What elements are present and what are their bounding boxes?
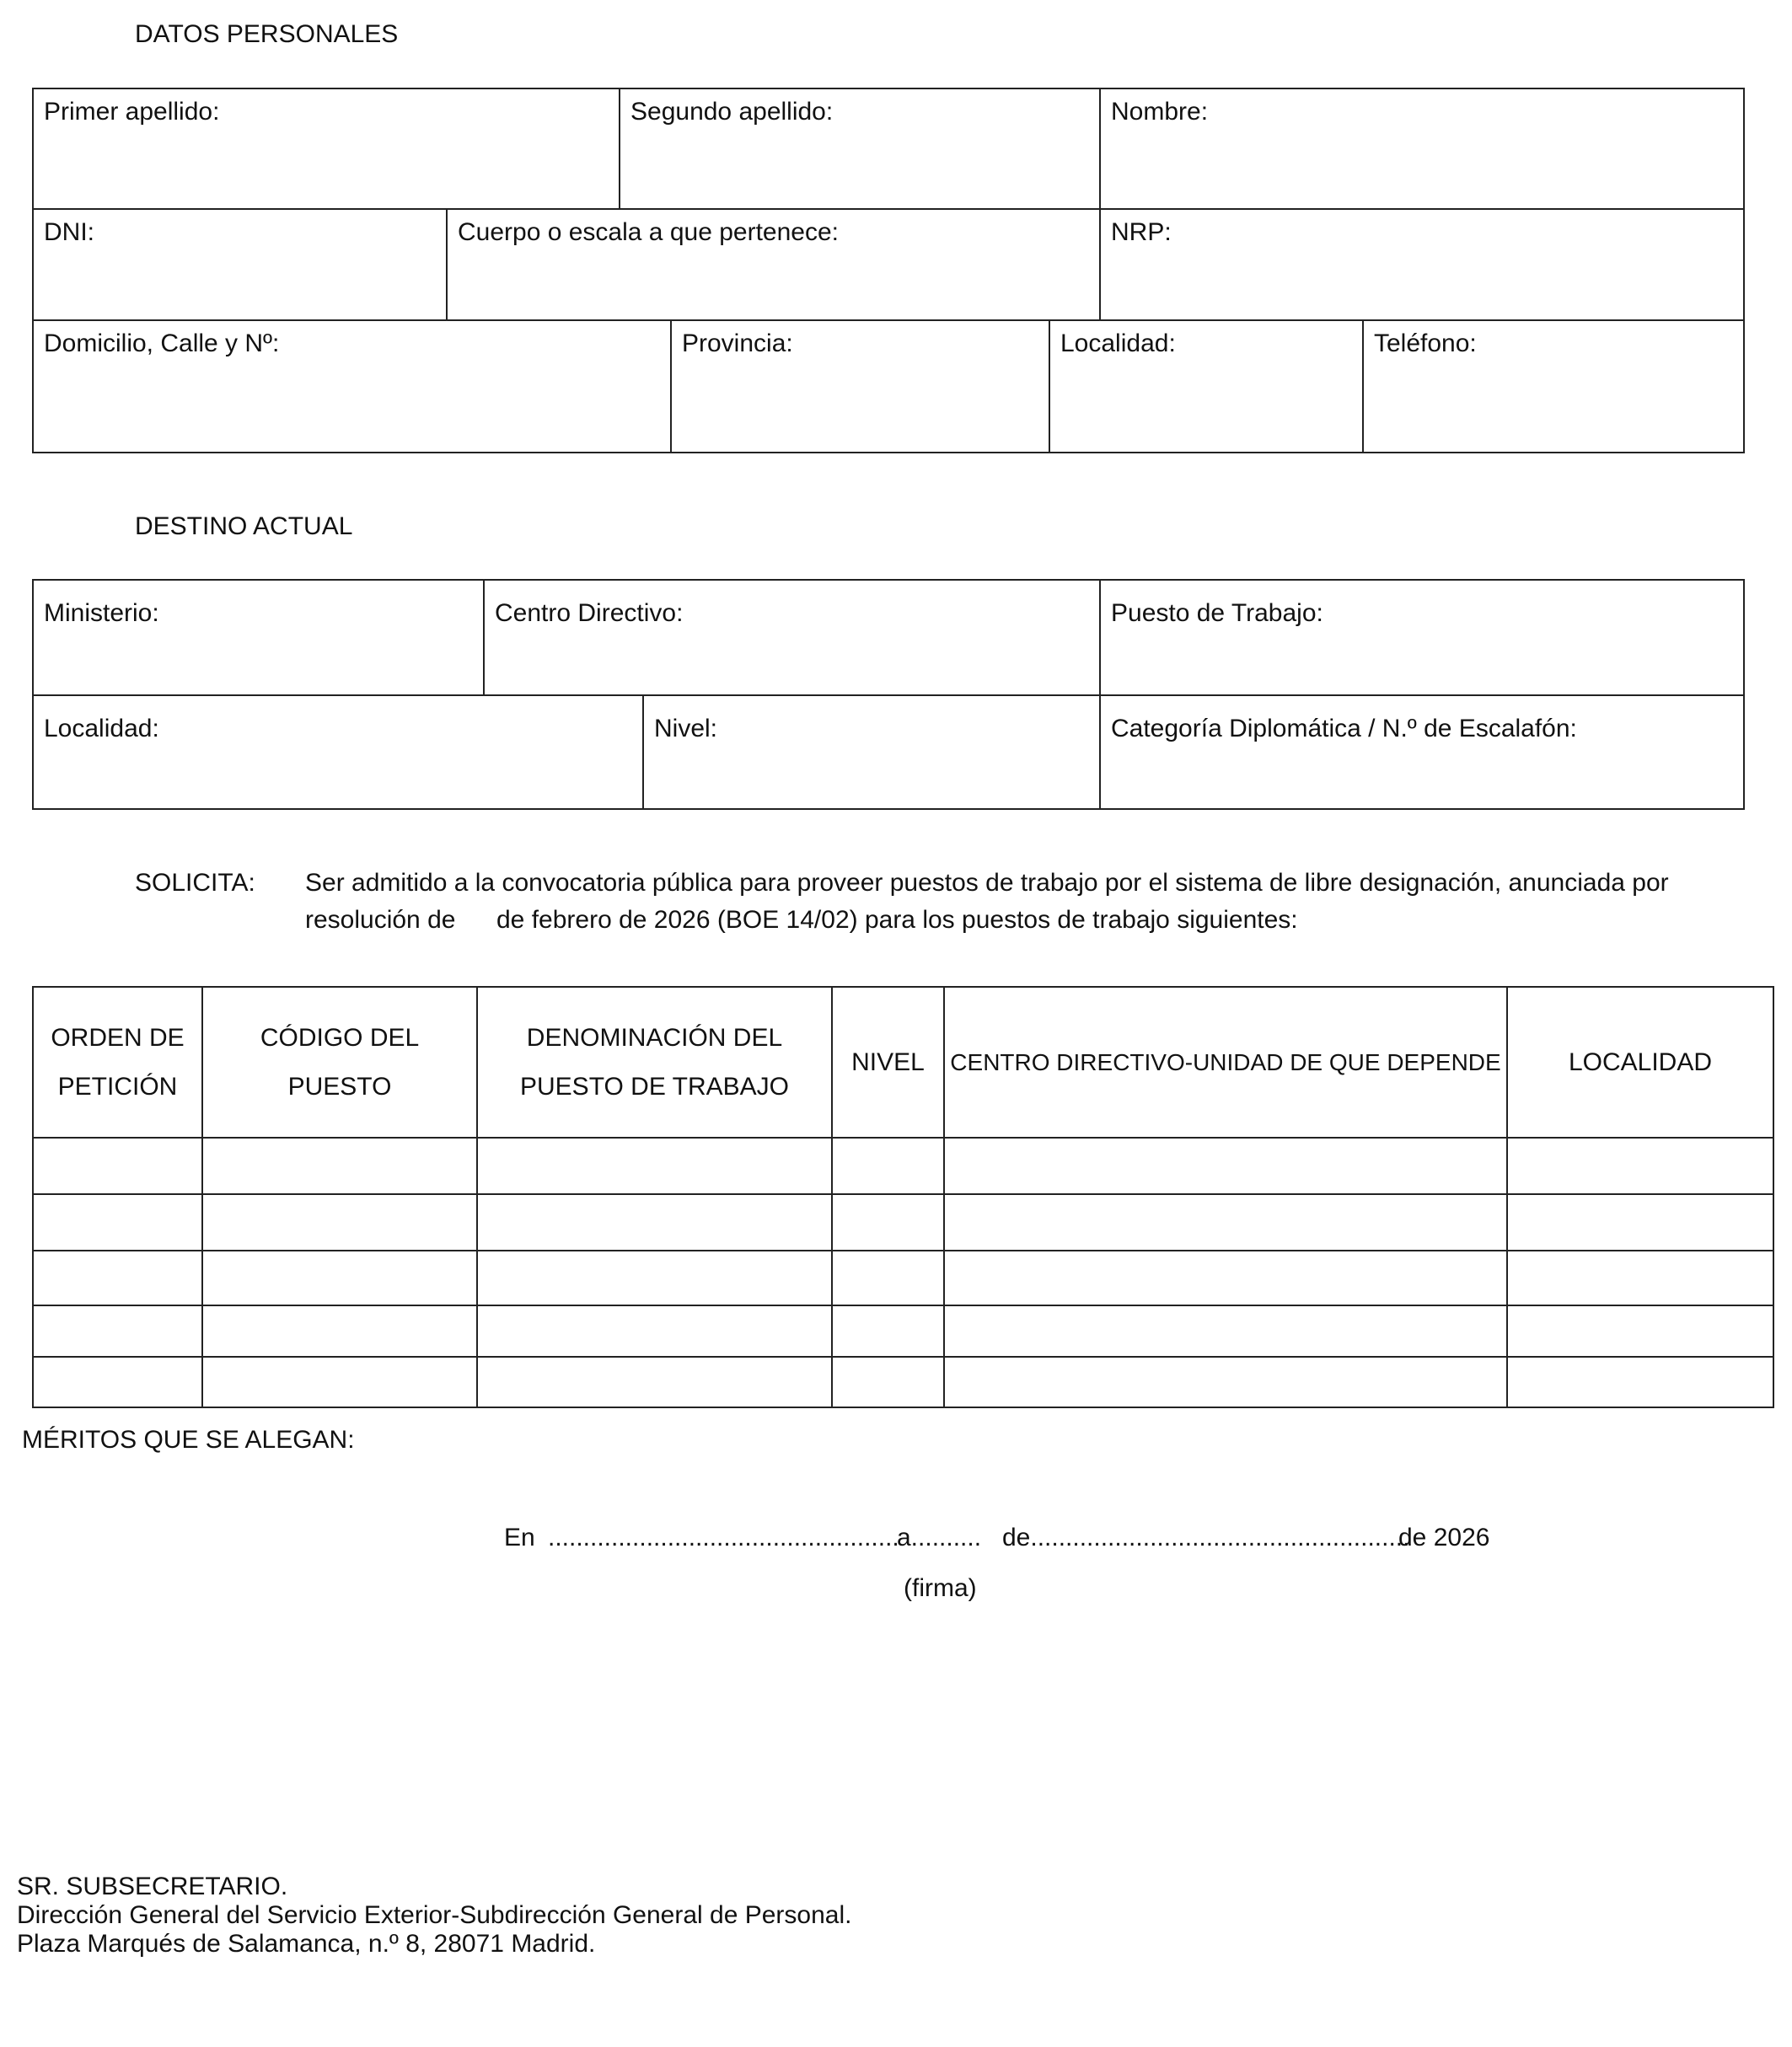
header-text: CENTRO DIRECTIVO-UNIDAD DE QUE DEPENDE bbox=[950, 1048, 1501, 1075]
table-cell[interactable] bbox=[201, 1137, 478, 1195]
field-provincia[interactable] bbox=[670, 319, 1050, 453]
header-codigo-puesto bbox=[201, 986, 478, 1139]
field-dni[interactable] bbox=[32, 208, 448, 321]
footer-recipient: SR. SUBSECRETARIO. bbox=[17, 1873, 288, 1900]
table-cell[interactable] bbox=[201, 1250, 478, 1306]
footer-address: Plaza Marqués de Salamanca, n.º 8, 28071 Madrid. bbox=[17, 1930, 596, 1958]
header-text: PUESTO DE TRABAJO bbox=[520, 1072, 789, 1101]
table-cell[interactable] bbox=[32, 1193, 203, 1251]
field-domicilio[interactable] bbox=[32, 319, 672, 453]
table-cell[interactable] bbox=[831, 1250, 945, 1306]
field-label: NRP: bbox=[1111, 218, 1172, 246]
field-centro-directivo[interactable] bbox=[483, 579, 1101, 696]
field-label: Puesto de Trabajo: bbox=[1111, 599, 1323, 627]
header-text: LOCALIDAD bbox=[1568, 1048, 1713, 1076]
header-text: CÓDIGO DEL bbox=[260, 1023, 420, 1052]
header-text: ORDEN DE bbox=[51, 1023, 185, 1052]
field-label: Provincia: bbox=[682, 330, 793, 357]
table-cell[interactable] bbox=[201, 1356, 478, 1408]
header-denominacion-puesto bbox=[476, 986, 833, 1139]
firma-year: de 2026 bbox=[1398, 1524, 1490, 1551]
header-centro-directivo bbox=[943, 986, 1508, 1139]
field-primer-apellido[interactable] bbox=[32, 88, 620, 210]
field-label: Teléfono: bbox=[1374, 330, 1477, 357]
field-label: Ministerio: bbox=[44, 599, 159, 627]
field-label: Primer apellido: bbox=[44, 98, 220, 126]
field-label: Cuerpo o escala a que pertenece: bbox=[458, 218, 839, 246]
header-orden-peticion bbox=[32, 986, 203, 1139]
table-cell[interactable] bbox=[201, 1193, 478, 1251]
field-ministerio[interactable] bbox=[32, 579, 485, 696]
header-text: DENOMINACIÓN DEL bbox=[526, 1023, 783, 1052]
table-cell[interactable] bbox=[1506, 1305, 1774, 1358]
field-categoria-diplomatica[interactable] bbox=[1099, 694, 1745, 810]
solicita-label: SOLICITA: bbox=[135, 869, 255, 897]
header-text: NIVEL bbox=[851, 1048, 925, 1076]
footer-department: Dirección General del Servicio Exterior-Subdirección General de Personal. bbox=[17, 1901, 852, 1929]
table-cell[interactable] bbox=[1506, 1193, 1774, 1251]
field-nombre[interactable] bbox=[1099, 88, 1745, 210]
table-cell[interactable] bbox=[943, 1305, 1508, 1358]
firma-en: En bbox=[504, 1524, 535, 1551]
field-label: Centro Directivo: bbox=[495, 599, 684, 627]
table-cell[interactable] bbox=[831, 1193, 945, 1251]
firma-mes-field[interactable]: de...................................................... bbox=[1002, 1524, 1410, 1551]
table-cell[interactable] bbox=[1506, 1356, 1774, 1408]
section-title-datos-personales: DATOS PERSONALES bbox=[135, 20, 399, 48]
field-cuerpo-escala[interactable] bbox=[446, 208, 1101, 321]
field-label: Segundo apellido: bbox=[630, 98, 834, 126]
table-cell[interactable] bbox=[32, 1137, 203, 1195]
field-nivel[interactable] bbox=[642, 694, 1101, 810]
table-cell[interactable] bbox=[831, 1356, 945, 1408]
table-cell[interactable] bbox=[476, 1193, 833, 1251]
table-cell[interactable] bbox=[476, 1137, 833, 1195]
field-telefono[interactable] bbox=[1362, 319, 1745, 453]
meritos-label: MÉRITOS QUE SE ALEGAN: bbox=[22, 1426, 355, 1454]
header-text: PUESTO bbox=[287, 1072, 392, 1101]
firma-dia-field[interactable]: a.......... bbox=[897, 1524, 982, 1551]
table-cell[interactable] bbox=[201, 1305, 478, 1358]
table-cell[interactable] bbox=[943, 1193, 1508, 1251]
table-cell[interactable] bbox=[943, 1250, 1508, 1306]
firma-lugar-field[interactable]: .................................................. bbox=[548, 1524, 899, 1551]
field-label: DNI: bbox=[44, 218, 94, 246]
field-label: Categoría Diplomática / N.º de Escalafón: bbox=[1111, 715, 1577, 742]
table-cell[interactable] bbox=[32, 1250, 203, 1306]
solicita-text-line1: Ser admitido a la convocatoria pública para proveer puestos de trabajo por el sistema de libre designación, anunciada por bbox=[305, 869, 1669, 897]
table-cell[interactable] bbox=[32, 1305, 203, 1358]
table-cell[interactable] bbox=[943, 1137, 1508, 1195]
header-localidad bbox=[1506, 986, 1774, 1139]
solicita-text-line2a: resolución de bbox=[305, 906, 456, 934]
table-cell[interactable] bbox=[476, 1356, 833, 1408]
section-title-destino-actual: DESTINO ACTUAL bbox=[135, 512, 353, 540]
field-label: Nivel: bbox=[654, 715, 718, 742]
header-nivel bbox=[831, 986, 945, 1139]
field-label: Localidad: bbox=[44, 715, 159, 742]
field-localidad[interactable] bbox=[1049, 319, 1364, 453]
table-cell[interactable] bbox=[1506, 1250, 1774, 1306]
table-cell[interactable] bbox=[831, 1305, 945, 1358]
field-label: Nombre: bbox=[1111, 98, 1209, 126]
table-cell[interactable] bbox=[476, 1250, 833, 1306]
table-cell[interactable] bbox=[32, 1356, 203, 1408]
field-segundo-apellido[interactable] bbox=[619, 88, 1101, 210]
field-label: Localidad: bbox=[1060, 330, 1176, 357]
header-text: PETICIÓN bbox=[57, 1072, 178, 1101]
firma-label: (firma) bbox=[904, 1574, 977, 1602]
field-puesto-trabajo[interactable] bbox=[1099, 579, 1745, 696]
table-cell[interactable] bbox=[831, 1137, 945, 1195]
solicita-text-line2b: de febrero de 2026 (BOE 14/02) para los puestos de trabajo siguientes: bbox=[496, 906, 1298, 934]
field-nrp[interactable] bbox=[1099, 208, 1745, 321]
table-cell[interactable] bbox=[1506, 1137, 1774, 1195]
table-cell[interactable] bbox=[943, 1356, 1508, 1408]
table-cell[interactable] bbox=[476, 1305, 833, 1358]
field-destino-localidad[interactable] bbox=[32, 694, 644, 810]
field-label: Domicilio, Calle y Nº: bbox=[44, 330, 280, 357]
